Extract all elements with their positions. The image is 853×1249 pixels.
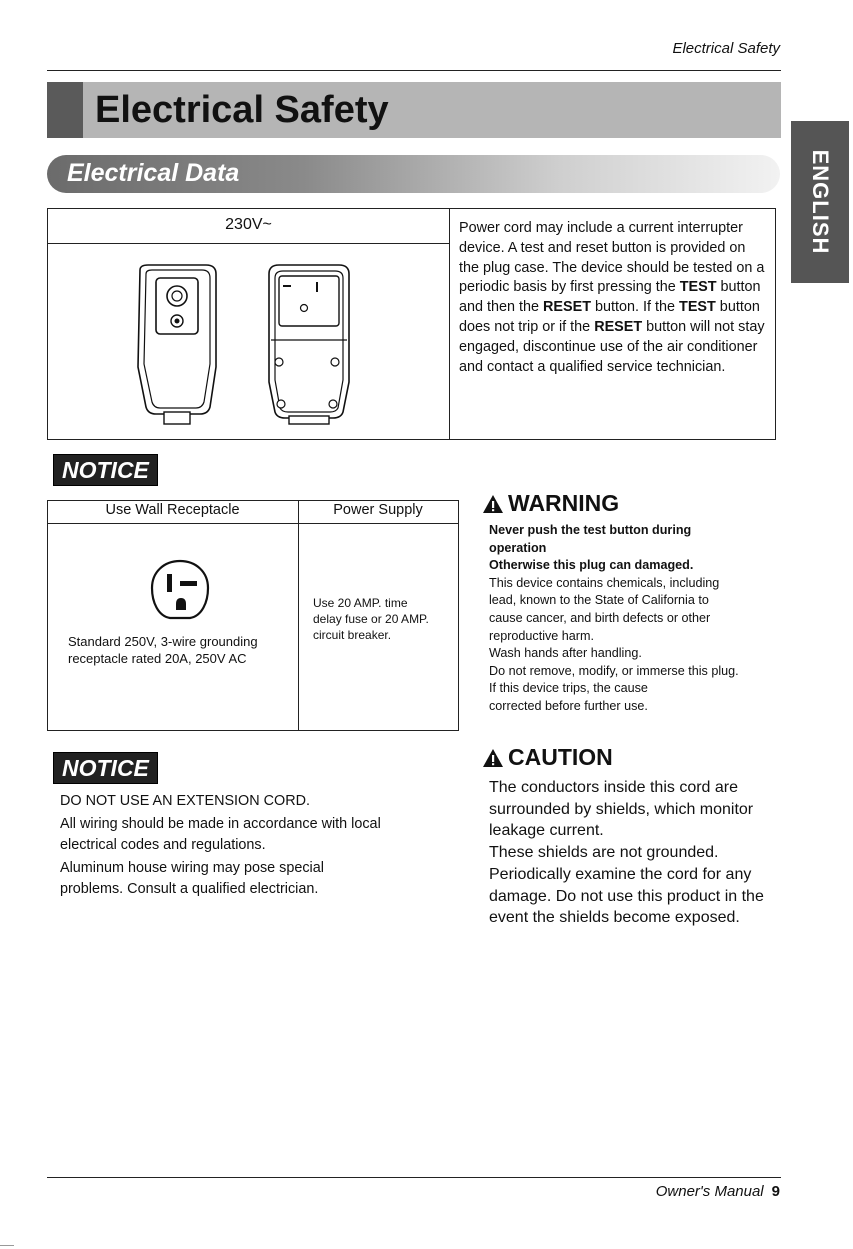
description-text: button will not stay engaged, discontinue use of the air conditioner and contact a qualified service technician.: [459, 318, 765, 375]
caution-line: These shields are not grounded.: [489, 844, 719, 862]
caution-triangle-icon: [482, 748, 504, 768]
table-divider-horizontal: [47, 523, 458, 524]
caution-line: Periodically examine the cord for any: [489, 865, 752, 883]
page-title: Electrical Safety: [95, 89, 389, 131]
plug-front-illustration: [128, 262, 228, 427]
notice-line: All wiring should be made in accordance with local: [60, 816, 381, 832]
title-accent-block: [47, 82, 83, 138]
notice-line: DO NOT USE AN EXTENSION CORD.: [60, 793, 311, 809]
warning-line: operation: [489, 540, 547, 555]
warning-body: [489, 522, 789, 716]
warning-line: corrected before further use.: [489, 698, 648, 713]
caution-line: damage. Do not use this product in the: [489, 887, 764, 905]
warning-line: Do not remove, modify, or immerse this plug.: [489, 663, 739, 678]
emphasized-term: RESET: [594, 318, 643, 335]
section-title: Electrical Data: [67, 159, 240, 187]
description-text: button does not trip or if the: [459, 299, 760, 335]
footer-label: Owner's Manual: [655, 1183, 764, 1200]
power-supply-line: delay fuse or 20 AMP.: [313, 612, 429, 626]
caution-line: event the shields become exposed.: [489, 909, 740, 927]
warning-line: Wash hands after handling.: [489, 646, 642, 661]
plug-back-illustration: [259, 262, 359, 427]
emphasized-term: TEST: [679, 299, 716, 316]
warning-line: lead, known to the State of California to: [489, 593, 709, 608]
language-tab-label: ENGLISH: [808, 149, 833, 255]
caution-heading: [482, 744, 613, 771]
table-header-receptacle: Use Wall Receptacle: [105, 502, 240, 518]
receptacle-spec-line: Standard 250V, 3-wire grounding: [68, 634, 258, 649]
table-divider-vertical: [298, 500, 299, 730]
power-supply-line: Use 20 AMP. time: [313, 596, 408, 610]
page-number: 9: [771, 1183, 780, 1200]
caution-body: [489, 777, 789, 929]
warning-line: cause cancer, and birth defects or other: [489, 610, 711, 625]
wall-receptacle-icon: [148, 558, 212, 622]
description-text: Power cord may include a current interrupter device. A test and reset button is provided on the plug case. The device should be tested on a periodic basis by first pressing the: [459, 220, 765, 296]
caution-line: surrounded by shields, which monitor: [489, 800, 754, 818]
caution-title: CAUTION: [508, 744, 613, 770]
warning-heading: [482, 490, 619, 517]
warning-title: WARNING: [508, 490, 620, 516]
description-text: button. If the: [591, 299, 680, 316]
plug-description: [459, 219, 769, 377]
receptacle-spec: [68, 633, 293, 667]
running-header: Electrical Safety: [672, 40, 780, 57]
margin-tick: [0, 1245, 14, 1246]
notice-badge: NOTICE: [53, 752, 158, 784]
warning-line: reproductive harm.: [489, 628, 594, 643]
notice-line: problems. Consult a qualified electrician.: [60, 881, 319, 897]
power-supply-spec: [313, 595, 458, 643]
bottom-rule: [47, 1177, 781, 1178]
emphasized-term: RESET: [543, 299, 592, 316]
notice-line: Aluminum house wiring may pose special: [60, 860, 324, 876]
power-supply-line: circuit breaker.: [313, 628, 392, 642]
language-tab: [791, 121, 849, 283]
footer: [656, 1183, 780, 1200]
warning-line: Otherwise this plug can damaged.: [489, 558, 694, 573]
top-rule: [47, 70, 781, 71]
emphasized-term: TEST: [679, 279, 717, 296]
notice-line: electrical codes and regulations.: [60, 837, 266, 853]
warning-line: Never push the test button during: [489, 523, 692, 537]
warning-triangle-icon: [482, 494, 504, 514]
table-header-power-supply: Power Supply: [333, 502, 423, 518]
warning-line: This device contains chemicals, including: [489, 575, 720, 590]
warning-line: If this device trips, the cause: [489, 681, 648, 696]
notice-body: [60, 791, 440, 900]
receptacle-spec-line: receptacle rated 20A, 250V AC: [68, 651, 247, 666]
notice-badge: NOTICE: [53, 454, 158, 486]
description-text: button and then the: [459, 279, 761, 316]
voltage-label: 230V~: [225, 216, 272, 233]
caution-line: leakage current.: [489, 822, 604, 840]
box-divider-horizontal: [47, 243, 450, 244]
caution-line: The conductors inside this cord are: [489, 779, 739, 796]
